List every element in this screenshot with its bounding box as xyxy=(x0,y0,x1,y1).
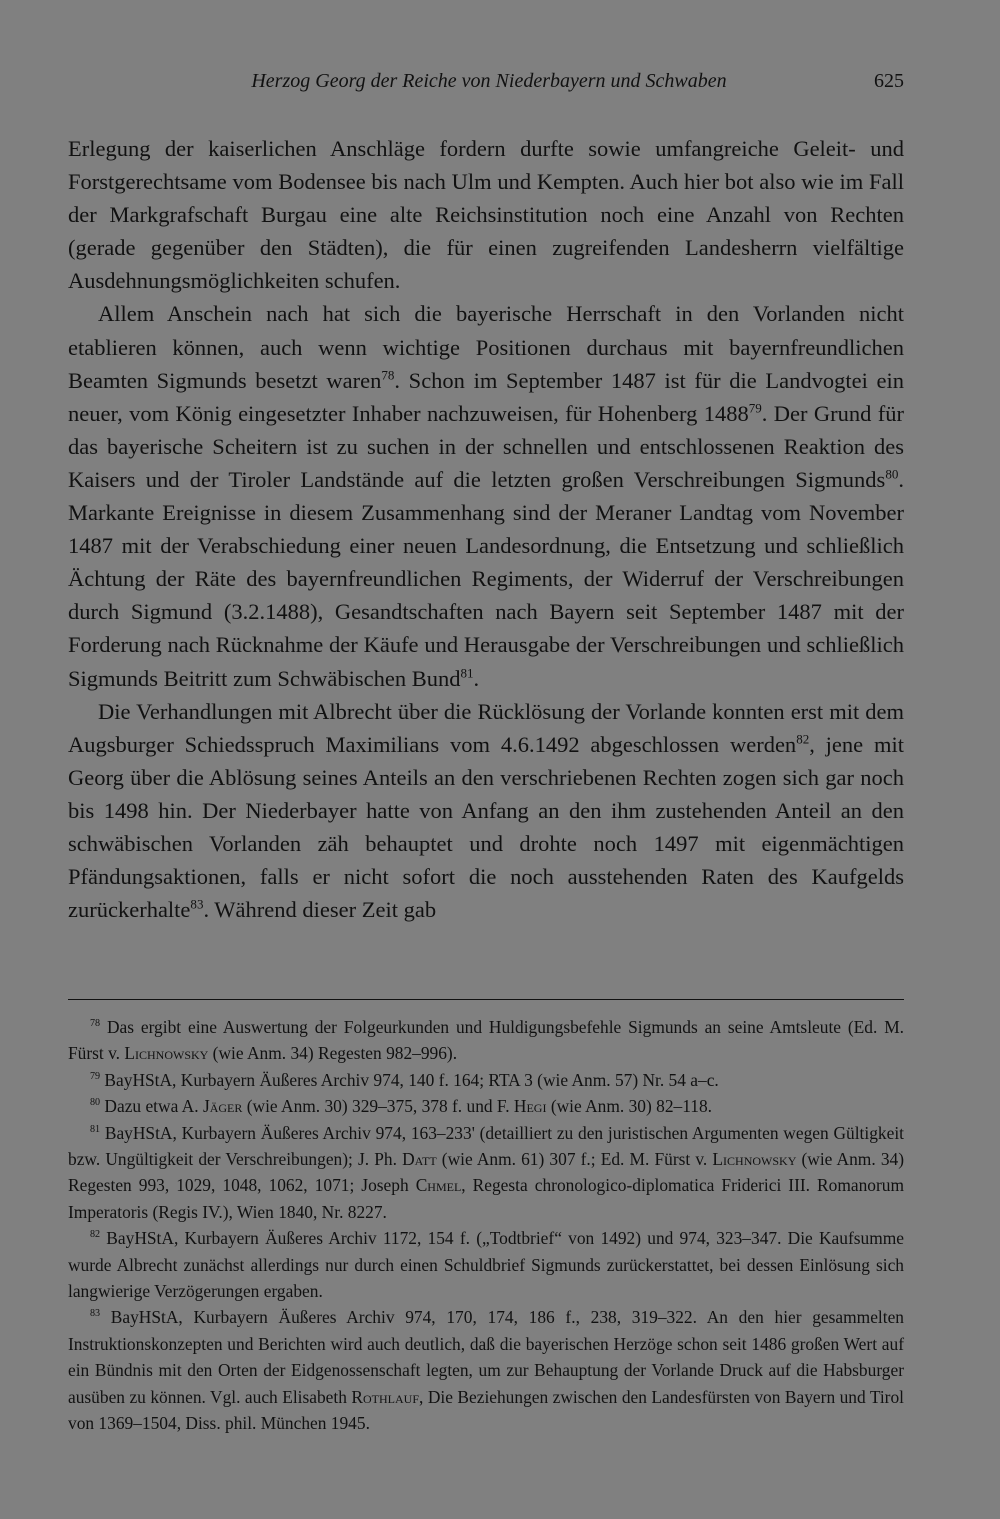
footnote-divider xyxy=(68,999,904,1000)
footnote-ref-78[interactable]: 78 xyxy=(381,367,395,383)
paragraph-text: Erlegung der kaiserlichen Anschläge fordern durfte sowie umfangreiche Geleit- und Forstgerechtsame vom Bodensee bis nach Ulm und Kempten. Auch hier bot also wie im Fall der Markgrafschaft Burgau eine alte Reichsinstitution noch eine Anzahl von Rechten (gerade gegenüber den Städten), die für einen zugreifenden Landesherrn vielfältige Ausdehnungsmöglichkeiten schufen. xyxy=(68,136,904,294)
paragraph-text: , jene mit Georg über die Ablösung seines Anteils an den verschriebenen Rechten zogen sich gar noch bis 1498 hin. Der Niederbayer hatte von Anfang an den ihm zustehenden Anteil an den schwäbischen Vorlanden zäh behauptet und drohte noch 1497 mit eigenmächtigen Pfändungsaktionen, falls er nicht sofort die noch ausstehenden Raten des Kaufgelds zurückerhalte xyxy=(68,731,904,923)
paragraph-text: Die Verhandlungen mit Albrecht über die Rücklösung der Vorlande konnten erst mit dem Augsburger Schiedsspruch Maximilians vom 4.6.1492 abgeschlossen werden xyxy=(68,698,904,757)
paragraph-3 xyxy=(68,695,904,927)
footnote-number: 79 xyxy=(90,1071,101,1083)
footnote-text: Dazu etwa A. xyxy=(100,1096,203,1117)
main-text xyxy=(68,132,904,926)
paragraph-text: . Markante Ereignisse in diesem Zusammenhang sind der Meraner Landtag vom November 1487 mit der Verabschiedung einer neuen Landesordnung, die Entsetzung und schließlich Ächtung der Räte des bayernfreundlichen Regiments, der Widerruf der Verschreibungen durch Sigmund (3.2.1488), Gesandtschaften nach Bayern seit September 1487 mit der Forderung nach Rücknahme der Käufe und Herausgabe der Verschreibungen und schließlich Sigmunds Beitritt zum Schwäbischen Bund xyxy=(68,466,904,691)
footnote-number: 82 xyxy=(90,1229,101,1241)
paragraph-1 xyxy=(68,132,904,297)
paragraph-text: Allem Anschein nach hat sich die bayerische Herrschaft in den Vorlanden nicht etablieren können, auch wenn wichtige Positionen durchaus mit bayernfreundlichen Beamten Sigmunds besetzt waren xyxy=(68,301,904,393)
paragraph-text: . Schon im September 1487 ist für die Landvogtei ein neuer, vom König eingesetzter Inhaber nachzuweisen, für Hohenberg 1488 xyxy=(68,367,904,426)
page-number: 625 xyxy=(874,70,904,92)
footnote-text: Das ergibt eine Auswertung der Folgeurkunden und Huldigungsbefehle Sigmunds an seine Amtsleute (Ed. M. Fürst v. xyxy=(68,1017,904,1064)
footnote-number: 83 xyxy=(90,1308,101,1320)
footnote-ref-79[interactable]: 79 xyxy=(748,400,762,416)
footnote-number: 80 xyxy=(90,1097,101,1109)
footnote-78 xyxy=(68,1014,904,1067)
author-name: Jäger xyxy=(202,1096,243,1117)
footnote-ref-80[interactable]: 80 xyxy=(885,466,899,482)
footnote-text: BayHStA, Kurbayern Äußeres Archiv 974, 163–233' (detailliert zu den juristischen Argumenten wegen Gültigkeit bzw. Ungültigkeit der Verschreibungen); J. Ph. xyxy=(68,1122,904,1170)
footnote-81 xyxy=(68,1120,904,1226)
author-name: Lichnowsky xyxy=(124,1043,209,1064)
footnote-text: (wie Anm. 30) 329–375, 378 f. und F. xyxy=(242,1096,514,1117)
footnote-text: (wie Anm. 61) 307 f.; Ed. M. Fürst v. xyxy=(436,1149,713,1170)
running-title: Herzog Georg der Reiche von Niederbayern und Schwaben xyxy=(251,70,727,92)
footnote-ref-82[interactable]: 82 xyxy=(796,731,810,747)
footnotes xyxy=(68,1014,904,1437)
author-name: Rothlauf xyxy=(351,1386,420,1407)
footnote-80 xyxy=(68,1093,904,1119)
footnote-82 xyxy=(68,1225,904,1304)
paragraph-text: . Während dieser Zeit gab xyxy=(203,897,437,923)
footnote-text: BayHStA, Kurbayern Äußeres Archiv 974, 170, 174, 186 f., 238, 319–322. An den hier gesammelten Instruktionskonzepten und Berichten wird auch deutlich, daß die bayerischen Herzöge schon seit 1486 großen Wert auf ein Bündnis mit den Orten der Eidgenossenschaft legten, um zur Behauptung der Vorlande Druck auf die Habsburger ausüben zu können. Vgl. auch Elisabeth xyxy=(68,1307,904,1407)
footnote-text: , Regesta chronologico-diplomatica Friderici III. Romanorum Imperatoris (Regis IV.), Wien 1840, Nr. 8227. xyxy=(68,1175,905,1222)
paragraph-2 xyxy=(68,297,904,694)
author-name: Hegi xyxy=(513,1096,547,1117)
author-name: Lichnowsky xyxy=(712,1149,797,1170)
footnote-number: 78 xyxy=(90,1018,101,1030)
footnote-number: 81 xyxy=(90,1123,101,1135)
author-name: Datt xyxy=(402,1149,437,1170)
footnote-ref-83[interactable]: 83 xyxy=(190,896,204,912)
footnote-79 xyxy=(68,1067,904,1093)
footnote-text: BayHStA, Kurbayern Äußeres Archiv 974, 140 f. 164; RTA 3 (wie Anm. 57) Nr. 54 a–c. xyxy=(100,1069,719,1090)
page-header xyxy=(70,70,908,104)
author-name: Chmel xyxy=(415,1175,462,1196)
footnote-text: (wie Anm. 30) 82–118. xyxy=(546,1096,713,1117)
footnote-text: (wie Anm. 34) Regesten 982–996). xyxy=(208,1043,458,1064)
footnote-83 xyxy=(68,1304,904,1436)
paragraph-text: . Der Grund für das bayerische Scheitern ist zu suchen in der schnellen und entschlossenen Reaktion des Kaisers und der Tiroler Landstände auf die letzten großen Verschreibungen Sigmunds xyxy=(68,400,904,492)
footnote-text: , Die Beziehungen zwischen den Landesfürsten von Bayern und Tirol von 1369–1504, Diss. phil. München 1945. xyxy=(68,1386,904,1434)
footnote-ref-81[interactable]: 81 xyxy=(460,665,474,680)
paragraph-text: . xyxy=(473,665,480,691)
footnote-text: BayHStA, Kurbayern Äußeres Archiv 1172, 154 f. („Todtbrief“ von 1492) und 974, 323–347. Die Kaufsumme wurde Albrecht zunächst allerdings nur durch einen Schuldbrief Sigmunds zurückerstattet, bei dessen Einlösung sich langwierige Verzögerungen ergaben. xyxy=(68,1228,904,1302)
footnote-text: (wie Anm. 34) Regesten 993, 1029, 1048, 1062, 1071; Joseph xyxy=(68,1149,904,1196)
